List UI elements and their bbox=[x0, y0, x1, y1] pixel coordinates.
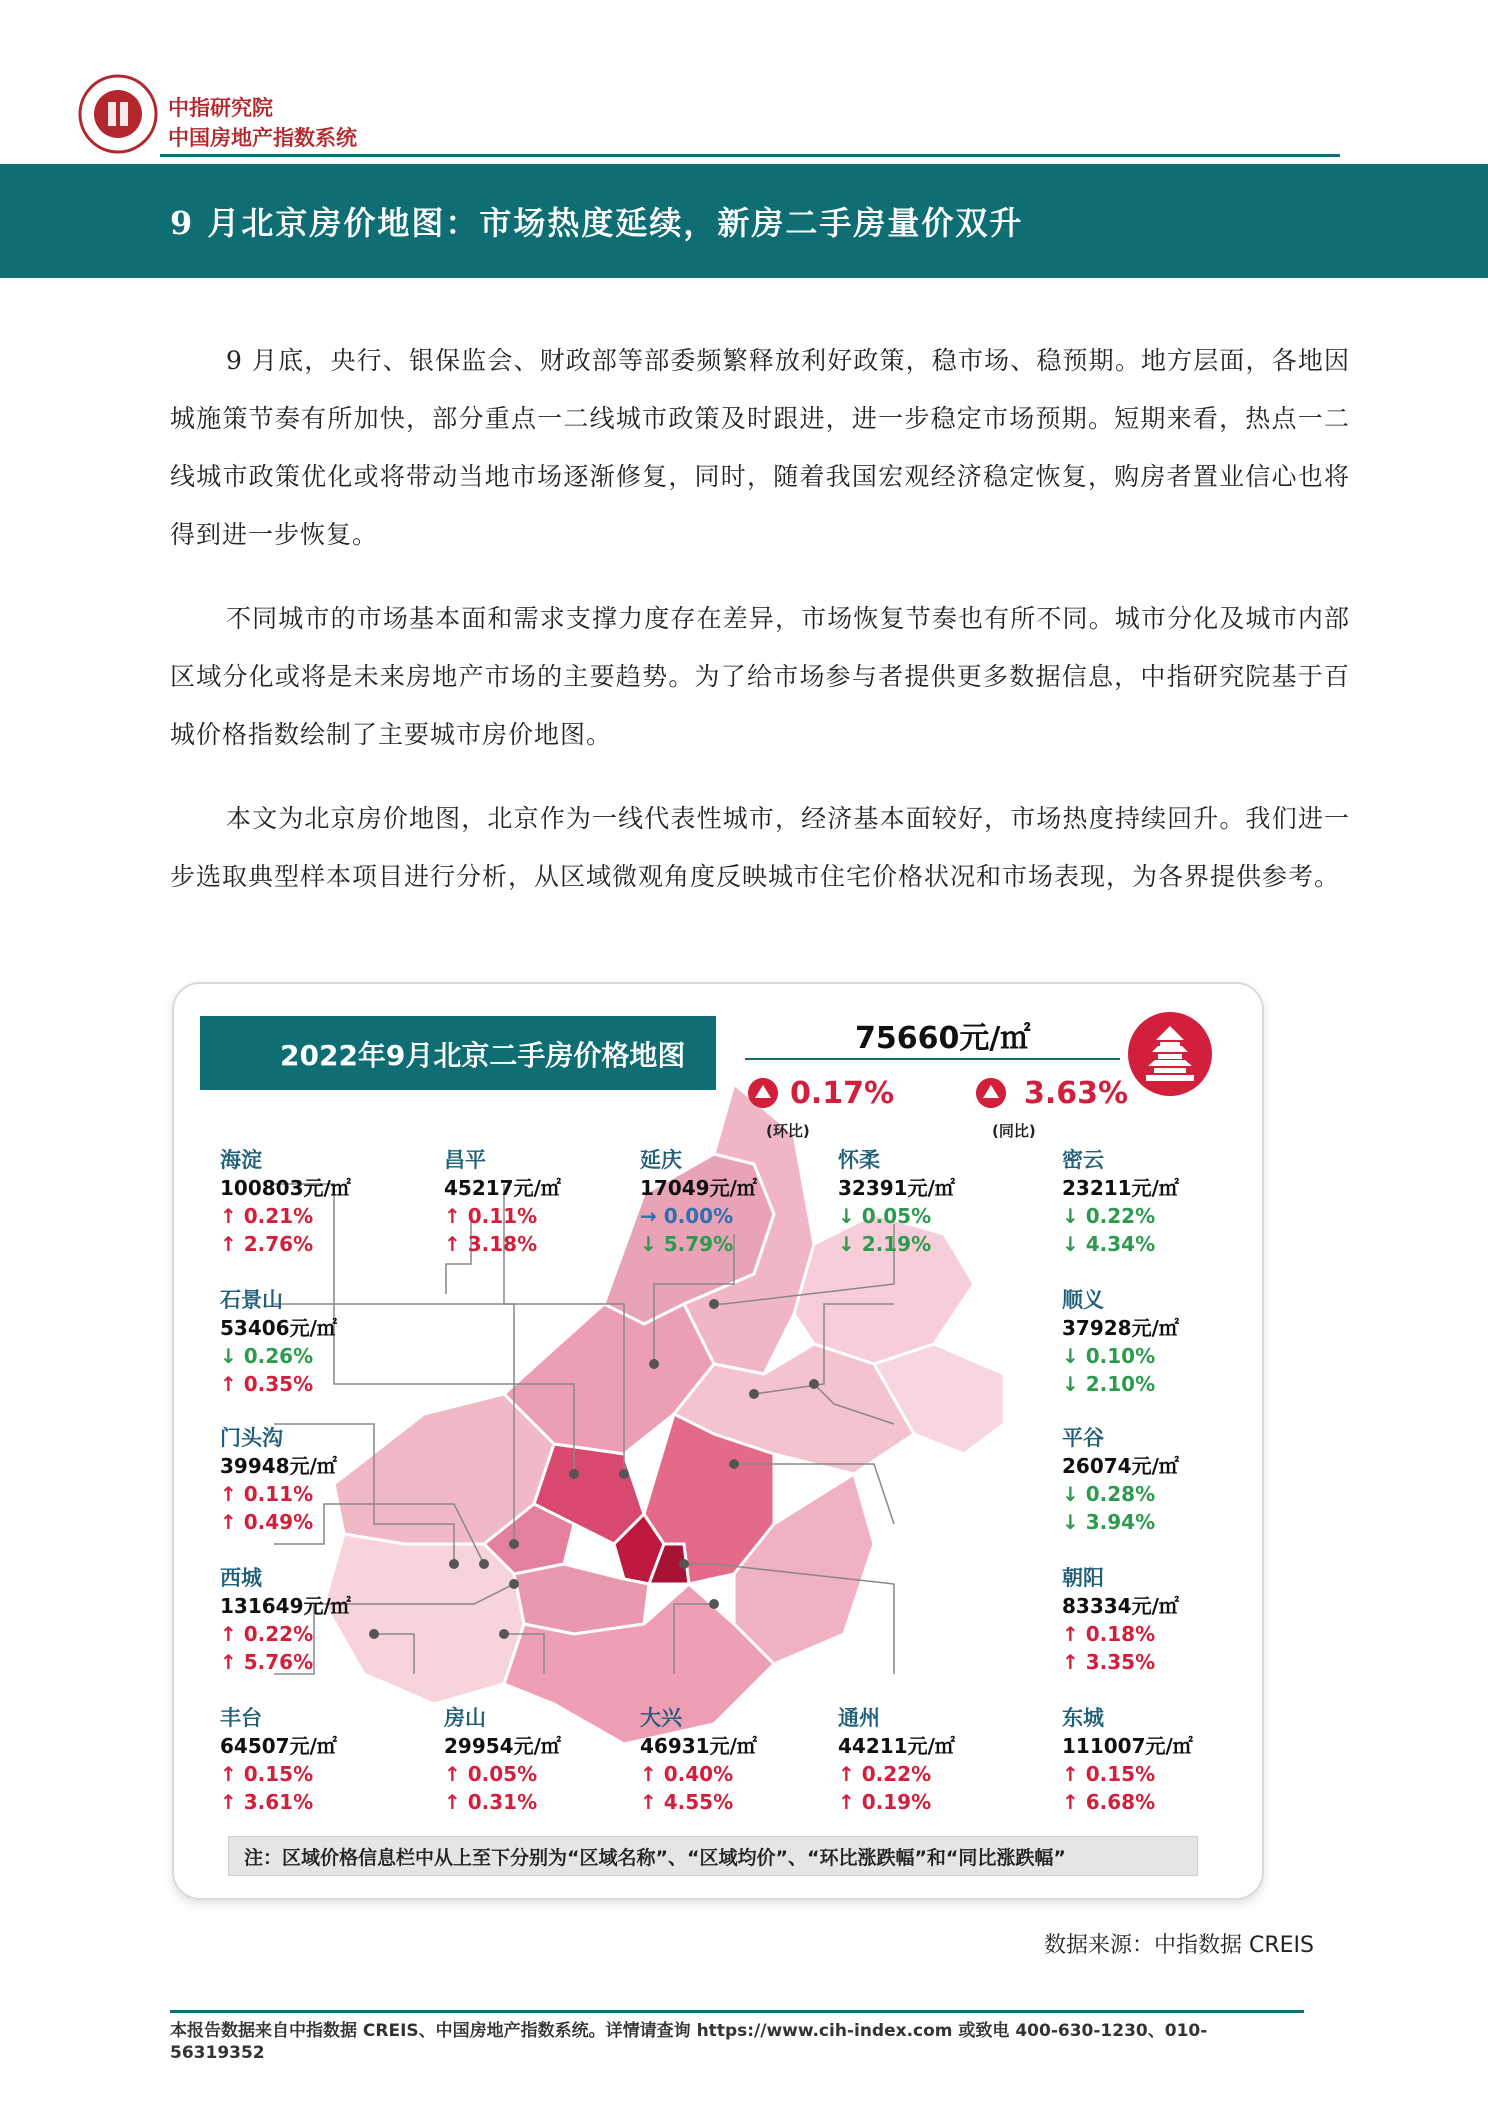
district-price: 131649元/㎡ bbox=[220, 1594, 351, 1618]
district-price: 46931元/㎡ bbox=[640, 1734, 757, 1758]
district-name: 大兴 bbox=[640, 1706, 682, 1730]
district-mom: ↓ 0.05% bbox=[838, 1204, 932, 1228]
district-daxing bbox=[640, 1704, 790, 1816]
district-name: 昌平 bbox=[444, 1148, 486, 1172]
district-name: 门头沟 bbox=[220, 1426, 283, 1450]
district-price: 45217元/㎡ bbox=[444, 1176, 561, 1200]
map-note: 注：区域价格信息栏中从上至下分别为“区域名称”、“区域均价”、“环比涨跌幅”和“同比涨跌幅” bbox=[244, 1847, 1066, 1869]
district-yoy: ↑ 0.19% bbox=[838, 1790, 932, 1814]
district-name: 东城 bbox=[1062, 1706, 1104, 1730]
district-mom: ↑ 0.15% bbox=[220, 1762, 314, 1786]
org-logo bbox=[78, 74, 158, 154]
district-yoy: ↑ 5.76% bbox=[220, 1650, 314, 1674]
district-price: 100803元/㎡ bbox=[220, 1176, 351, 1200]
district-fengtai bbox=[220, 1704, 370, 1816]
org-name: 中指研究院 bbox=[168, 96, 273, 120]
district-yoy: ↓ 3.94% bbox=[1062, 1510, 1156, 1534]
district-yoy: ↑ 2.76% bbox=[220, 1232, 314, 1256]
district-name: 怀柔 bbox=[838, 1148, 880, 1172]
district-xicheng bbox=[220, 1564, 370, 1676]
district-mom: ↑ 0.18% bbox=[1062, 1622, 1156, 1646]
district-mom: ↓ 0.10% bbox=[1062, 1344, 1156, 1368]
header-divider bbox=[160, 154, 1340, 157]
district-price: 64507元/㎡ bbox=[220, 1734, 337, 1758]
district-mom: ↑ 0.22% bbox=[220, 1622, 314, 1646]
district-price: 32391元/㎡ bbox=[838, 1176, 955, 1200]
district-name: 朝阳 bbox=[1062, 1566, 1104, 1590]
org-subtitle: 中国房地产指数系统 bbox=[168, 126, 357, 150]
yoy-up-icon bbox=[976, 1078, 1006, 1108]
data-source: 数据来源：中指数据 CREIS bbox=[1044, 1933, 1314, 1958]
district-mom: → 0.00% bbox=[640, 1204, 734, 1228]
mom-label: (环比) bbox=[766, 1122, 810, 1140]
footer-divider bbox=[170, 2010, 1304, 2013]
district-mom: ↓ 0.26% bbox=[220, 1344, 314, 1368]
district-price: 39948元/㎡ bbox=[220, 1454, 337, 1478]
district-price: 29954元/㎡ bbox=[444, 1734, 561, 1758]
district-yoy: ↑ 0.49% bbox=[220, 1510, 314, 1534]
paragraph-2: 不同城市的市场基本面和需求支撑力度存在差异，市场恢复节奏也有所不同。城市分化及城市内部区域分化或将是未来房地产市场的主要趋势。为了给市场参与者提供更多数据信息，中指研究院基于百城价格指数绘制了主要城市房价地图。 bbox=[170, 604, 1350, 749]
district-changping bbox=[444, 1146, 594, 1258]
district-chaoyang bbox=[1062, 1564, 1212, 1676]
page-title: 9 月北京房价地图：市场热度延续，新房二手房量价双升 bbox=[170, 204, 1024, 242]
district-mom: ↓ 0.22% bbox=[1062, 1204, 1156, 1228]
district-name: 西城 bbox=[220, 1566, 262, 1590]
district-huairou bbox=[838, 1146, 988, 1258]
district-yoy: ↑ 3.61% bbox=[220, 1790, 314, 1814]
district-dongcheng bbox=[1062, 1704, 1212, 1816]
district-yoy: ↓ 4.34% bbox=[1062, 1232, 1156, 1256]
city-mom-change: 0.17% bbox=[790, 1076, 895, 1111]
average-price: 75660元/㎡ bbox=[855, 1021, 1031, 1056]
district-yanqing bbox=[640, 1146, 790, 1258]
district-fangshan bbox=[444, 1704, 594, 1816]
district-yoy: ↑ 0.35% bbox=[220, 1372, 314, 1396]
district-price: 23211元/㎡ bbox=[1062, 1176, 1179, 1200]
avg-price-underline bbox=[745, 1058, 1120, 1060]
district-mom: ↓ 0.28% bbox=[1062, 1482, 1156, 1506]
district-price: 26074元/㎡ bbox=[1062, 1454, 1179, 1478]
district-mom: ↑ 0.22% bbox=[838, 1762, 932, 1786]
district-name: 密云 bbox=[1062, 1148, 1104, 1172]
district-shunyi bbox=[1062, 1286, 1212, 1398]
district-name: 平谷 bbox=[1062, 1426, 1104, 1450]
district-name: 延庆 bbox=[640, 1148, 682, 1172]
district-price: 17049元/㎡ bbox=[640, 1176, 757, 1200]
district-price: 53406元/㎡ bbox=[220, 1316, 337, 1340]
district-haidian bbox=[220, 1146, 370, 1258]
district-yoy: ↑ 3.35% bbox=[1062, 1650, 1156, 1674]
district-yoy: ↑ 3.18% bbox=[444, 1232, 538, 1256]
district-price: 37928元/㎡ bbox=[1062, 1316, 1179, 1340]
district-name: 顺义 bbox=[1062, 1288, 1104, 1312]
paragraph-3: 本文为北京房价地图，北京作为一线代表性城市，经济基本面较好，市场热度持续回升。我们进一步选取典型样本项目进行分析，从区域微观角度反映城市住宅价格状况和市场表现，为各界提供参考。 bbox=[170, 804, 1350, 891]
district-shijingshan bbox=[220, 1286, 370, 1398]
district-name: 房山 bbox=[444, 1706, 486, 1730]
map-title: 2022年9月北京二手房价格地图 bbox=[280, 1039, 686, 1072]
district-mom: ↑ 0.40% bbox=[640, 1762, 734, 1786]
district-price: 111007元/㎡ bbox=[1062, 1734, 1193, 1758]
district-mom: ↑ 0.11% bbox=[220, 1482, 314, 1506]
footer-text: 本报告数据来自中指数据 CREIS、中国房地产指数系统。详情请查询 https://www.cih-index.com 或致电 400-630-1230、010-56319352 bbox=[170, 2021, 1208, 2063]
yoy-label: (同比) bbox=[992, 1122, 1036, 1140]
district-mentougou bbox=[220, 1424, 370, 1536]
district-mom: ↑ 0.05% bbox=[444, 1762, 538, 1786]
district-mom: ↑ 0.15% bbox=[1062, 1762, 1156, 1786]
district-price: 44211元/㎡ bbox=[838, 1734, 955, 1758]
district-yoy: ↑ 4.55% bbox=[640, 1790, 734, 1814]
district-miyun bbox=[1062, 1146, 1212, 1258]
district-price: 83334元/㎡ bbox=[1062, 1594, 1179, 1618]
city-yoy-change: 3.63% bbox=[1024, 1076, 1129, 1111]
district-name: 海淀 bbox=[220, 1148, 262, 1172]
district-yoy: ↑ 6.68% bbox=[1062, 1790, 1156, 1814]
district-name: 丰台 bbox=[220, 1706, 262, 1730]
district-name: 通州 bbox=[838, 1706, 880, 1730]
district-mom: ↑ 0.11% bbox=[444, 1204, 538, 1228]
district-yoy: ↑ 0.31% bbox=[444, 1790, 538, 1814]
district-yoy: ↓ 2.19% bbox=[838, 1232, 932, 1256]
district-mom: ↑ 0.21% bbox=[220, 1204, 314, 1228]
district-name: 石景山 bbox=[220, 1288, 283, 1312]
district-pinggu bbox=[1062, 1424, 1212, 1536]
mom-up-icon bbox=[748, 1078, 778, 1108]
paragraph-1: 9 月底，央行、银保监会、财政部等部委频繁释放利好政策，稳市场、稳预期。地方层面，各地因城施策节奏有所加快，部分重点一二线城市政策及时跟进，进一步稳定市场预期。短期来看，热点一二线城市政策优化或将带动当地市场逐渐修复，同时，随着我国宏观经济稳定恢复，购房者置业信心也将得到进一步恢复。 bbox=[170, 346, 1350, 549]
district-tongzhou bbox=[838, 1704, 988, 1816]
district-yoy: ↓ 5.79% bbox=[640, 1232, 734, 1256]
district-yoy: ↓ 2.10% bbox=[1062, 1372, 1156, 1396]
temple-of-heaven-icon bbox=[1128, 1012, 1212, 1096]
